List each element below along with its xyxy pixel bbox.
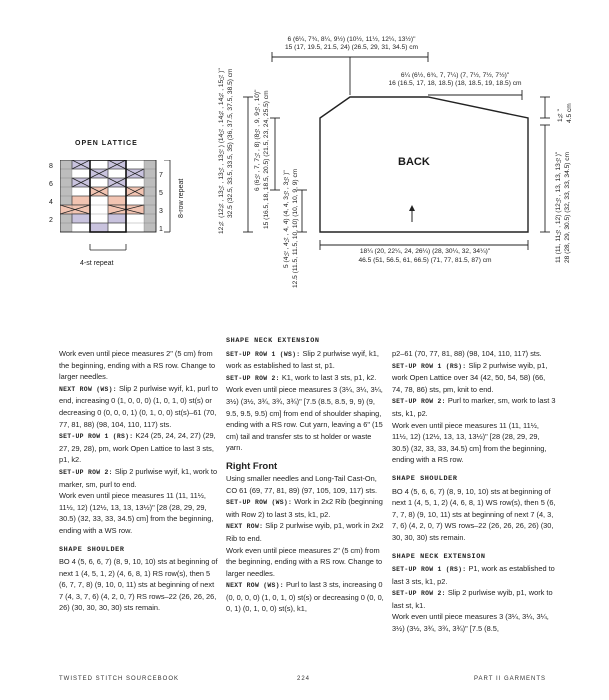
text-column-2: SHAPE NECK EXTENSION SET-UP ROW 1 (WS): Slip 2 purlwise wyif, k1, work as established to last st, p1. SET-UP ROW 2: K1, work to last 3 sts, p1, k2. Work even until piece measures 3 (3¼, 3¼, 3¼, 3½) (3½, 3¾, 3¾, 3¾)" [7.5 (8.5, 8.5, 9, 9) (9, 9.5, 9.5, 9.5) cm] from end of shoulder shaping, ending with a RS row. Cut yarn, leaving a 6" (15 cm) tail and transfer sts to st holder or waste yarn. Right Front Using smaller needles and Long-Tail Cast-On, CO 61 (69, 77, 81, 89) (97, 105, 109, 117) sts. SET-UP ROW (WS): Work in 2x2 Rib (beginning with Row 2) to last 3 sts, k1, p2. NEXT ROW: Slip 2 purlwise wyib, p1, work in 2x2 Rib to end. Work even until piece measures 2" (5 cm) from the beginning, ending with a RS row. Change to larger needles. NEXT ROW (WS): Purl to last 3 sts, increasing 0 (0, 0, 0, 0) (1, 0, 1, 0) st(s) or decreasing 0 (0, 0, 0, 1) (0, 1, 0, 0) st(s), k1, — [226, 337, 384, 614]
top-width-label-cm: 15 (17, 19.5, 21.5, 24) (26.5, 29, 31, 34.5) cm — [284, 44, 419, 51]
shoulder-label-cm: 16 (16.5, 17, 18, 18.5) (18, 18.5, 19, 18.5) cm — [388, 80, 522, 87]
side-cm: 12.5 (11.5, 11.5, 10, 10) (10, 10, 9, 9) cm — [292, 168, 299, 288]
text-column-1: Work even until piece measures 2" (5 cm) from the beginning, ending with a RS row. Change to larger needles. NEXT ROW (WS): Slip 2 purlwise wyif, k1, purl to end, increasing 0 (1, 0, 0, 0) (1, 0, 1, 0) st(s) or decreasing 0 (0, 0, 0, 1) (0, 1, 0, 0) st(s)–61 (70, 77, 81, 88) (98, 104, 110, 117) sts. SET-UP ROW 1 (RS): K24 (25, 24, 24, 27) (29, 27, 29, 28), pm, work Open Lattice to last 3 sts, p1, k2. SET-UP ROW 2: Slip 2 purlwise wyif, k1, work to marker, sm, purl to end. Work even until piece measures 11 (11, 11½, 11½, 12) (12½, 13, 13, 13½)" [28 (28, 29, 29, 30.5) (32, 33, 33, 34.5) cm] from the beginning, ending with a WS row. SHAPE SHOULDER BO 4 (5, 6, 6, 7) (8, 9, 10, 10) sts at beginning of next 1 (4, 5, 1, 2) (4, 6, 8, 1) RS row(s), then 5 (6, 7, 7, 8) (9, 10, 0, 11) sts at beginning of next 7 (4, 3, 7, 6) (4, 2, 0, 7) RS rows–22 (26, 26, 26, 26) (30, 30, 30, 30) sts remain. — [59, 349, 218, 613]
grain-arrow — [409, 205, 415, 211]
back-label: BACK — [398, 156, 430, 168]
bottom-width-in: 18¼ (20, 22¼, 24, 26¼) (28, 30¼, 32, 34¼)" — [359, 248, 491, 255]
footer-section: PART II GARMENTS — [474, 676, 547, 682]
chart-row-numbers-right: 7 5 3 1 — [159, 172, 163, 233]
armhole-cm: 15 (16.5, 18, 18.5, 20.5) (21.5, 23, 24, 25.5) cm — [263, 90, 270, 229]
bottom-width-cm: 46.5 (51, 56.5, 61, 66.5) (71, 77, 81.5, 87) cm — [358, 257, 492, 264]
footer-book-title: TWISTED STITCH SOURCEBOOK — [59, 676, 180, 682]
text-column-3: p2–61 (70, 77, 81, 88) (98, 104, 110, 117) sts. SET-UP ROW 1 (RS): Slip 2 purlwise wyib, p1, work Open Lattice over 34 (42, 50, 54, 58) (66, 74, 78, 86) sts, pm, knit to end. SET-UP ROW 2: Purl to marker, sm, work to last 3 sts, k1, p2. Work even until piece measures 11 (11, 11½, 11½, 12) (12½, 13, 13, 13½)" [28 (28, 29, 29, 30.5) (32, 33, 33, 34.5) cm] from the beginning, ending with a RS row. SHAPE SHOULDER BO 4 (5, 6, 6, 7) (8, 9, 10, 10) sts at beginning of next 1 (4, 5, 1, 2) (4, 6, 8, 1) WS row(s), then 5 (6, 7, 7, 8) (9, 10, 11) sts at beginning of next 7 (4, 3, 7, 6) (4, 2, 0, 7) WS rows–22 (26, 26, 26, 26) (30, 30, 30, 30) sts remain. SHAPE NECK EXTENSION SET-UP ROW 1 (RS): P1, work as established to last 3 sts, k1, p2. SET-UP ROW 2: Slip 2 purlwise wyib, p1, work to last st, k1. Work even until piece measures 3 (3¼, 3¼, 3¼, 3½) (3½, 3¾, 3¾, 3¾)" [7.5 (8.5, — [392, 349, 556, 634]
row-repeat-label: 8-row repeat — [178, 178, 185, 218]
armhole-in: 6 (6½, 7, 7¼, 8) (8½, 9, 9½, 10)" — [254, 90, 261, 192]
shoulder-label-in: 6¼ (6½, 6¾, 7, 7¼) (7, 7½, 7½, 7½)" — [400, 72, 510, 79]
chart-row-numbers-left: 8 6 4 2 — [49, 163, 53, 224]
chart-title: OPEN LATTICE — [75, 140, 138, 147]
left-total-in: 12¾ (12¾, 13¼, 13¼, 13½) (14¼, 14¾, 14¾, 15¼)" — [218, 68, 225, 234]
right-length-cm: 28 (28, 29, 30.5) (32, 33, 33, 34.5) cm — [564, 151, 571, 263]
top-width-label-in: 6 (6¼, 7¾, 8¼, 9½) (10½, 11½, 12¼, 13½)" — [287, 36, 416, 43]
left-total-cm: 32.5 (32.5, 33.5, 33.5, 35) (36, 37.5, 37.5, 38.5) cm — [227, 68, 234, 218]
side-in: 5 (4½, 4¼, 4, 4) (4, 4, 3½, 3½)" — [283, 170, 290, 268]
right-length-in: 11 (11, 11½, 12) (12½, 13, 13, 13½)" — [555, 151, 562, 263]
neck-drop-cm: 4.5 cm — [566, 103, 573, 123]
neck-drop-in: 1¾" — [557, 108, 564, 122]
page-number: 224 — [297, 676, 311, 682]
st-repeat-label: 4-st repeat — [80, 260, 114, 267]
